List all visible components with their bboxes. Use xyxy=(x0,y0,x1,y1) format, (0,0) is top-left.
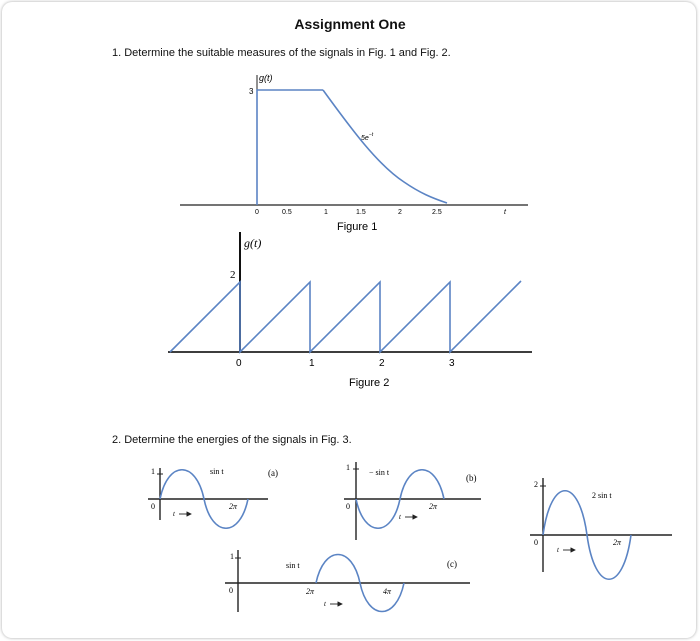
figure-3b-one: 1 xyxy=(346,463,350,472)
figure-3a-zero: 0 xyxy=(151,502,155,511)
figure-3a-tag: (a) xyxy=(268,468,278,478)
figure-3a-one: 1 xyxy=(151,467,155,476)
figure-1-exp-curve xyxy=(323,90,447,203)
figure-3a-func: sin t xyxy=(210,467,224,476)
figure-3a xyxy=(148,467,278,528)
figure-1-step-line xyxy=(257,90,323,205)
figure-3b-tag: (b) xyxy=(466,473,477,483)
figure-2-y-value: 2 xyxy=(230,269,236,281)
figure-1-tick-1: 1 xyxy=(324,209,328,216)
figure-3d-two: 2 xyxy=(534,480,538,489)
figure-2-caption: Figure 2 xyxy=(349,377,390,389)
figure-3d-two-pi: 2π xyxy=(613,538,622,547)
figure-3b-t: t xyxy=(399,513,401,521)
figure-3c-tag: (c) xyxy=(447,559,457,569)
question-2: 2. Determine the energies of the signals in Fig. 3. xyxy=(112,434,352,446)
figure-1-caption: Figure 1 xyxy=(337,221,378,233)
figure-3a-t: t xyxy=(173,510,175,518)
figure-2-sawtooth xyxy=(170,281,521,352)
figure-2-ylabel: g(t) xyxy=(244,236,262,250)
figure-3b-func: − sin t xyxy=(369,468,390,477)
figure-2-tick-3: 3 xyxy=(449,358,455,369)
figure-1-tick-2.5: 2.5 xyxy=(432,209,442,216)
figure-1 xyxy=(180,73,528,233)
figure-3b-two-pi: 2π xyxy=(429,502,438,511)
figure-1-tick-2: 2 xyxy=(398,209,402,216)
question-1: 1. Determine the suitable measures of the signals in Fig. 1 and Fig. 2. xyxy=(112,47,451,59)
figure-1-tick-0: 0 xyxy=(255,209,259,216)
figure-3a-two-pi: 2π xyxy=(229,502,238,511)
figure-1-tick-1.5: 1.5 xyxy=(356,209,366,216)
figure-3b-zero: 0 xyxy=(346,502,350,511)
figure-1-y-value: 3 xyxy=(249,87,254,96)
figure-3b xyxy=(344,462,481,540)
figure-2-tick-2: 2 xyxy=(379,358,385,369)
figure-1-tick-0.5: 0.5 xyxy=(282,209,292,216)
figure-3c-two-pi: 2π xyxy=(306,587,315,596)
figure-3d xyxy=(530,478,672,579)
figure-3c-one: 1 xyxy=(230,552,234,561)
figure-2-tick-0: 0 xyxy=(236,358,242,369)
figure-3c-func: sin t xyxy=(286,561,300,570)
figure-3d-zero: 0 xyxy=(534,538,538,547)
figure-1-ylabel: g(t) xyxy=(259,73,273,83)
page-title: Assignment One xyxy=(294,16,406,32)
figure-3c-four-pi: 4π xyxy=(383,587,392,596)
figure-3c-zero: 0 xyxy=(229,586,233,595)
figure-3c-t: t xyxy=(324,600,326,608)
figure-3d-func: 2 sin t xyxy=(592,491,612,500)
figure-1-xlabel: t xyxy=(504,209,506,216)
figure-3c xyxy=(225,550,470,612)
figure-2 xyxy=(168,232,532,389)
figure-3d-t: t xyxy=(557,546,559,554)
figure-2-tick-1: 1 xyxy=(309,358,315,369)
figure-1-curve-label: $5e^{-t}$ xyxy=(361,132,374,142)
